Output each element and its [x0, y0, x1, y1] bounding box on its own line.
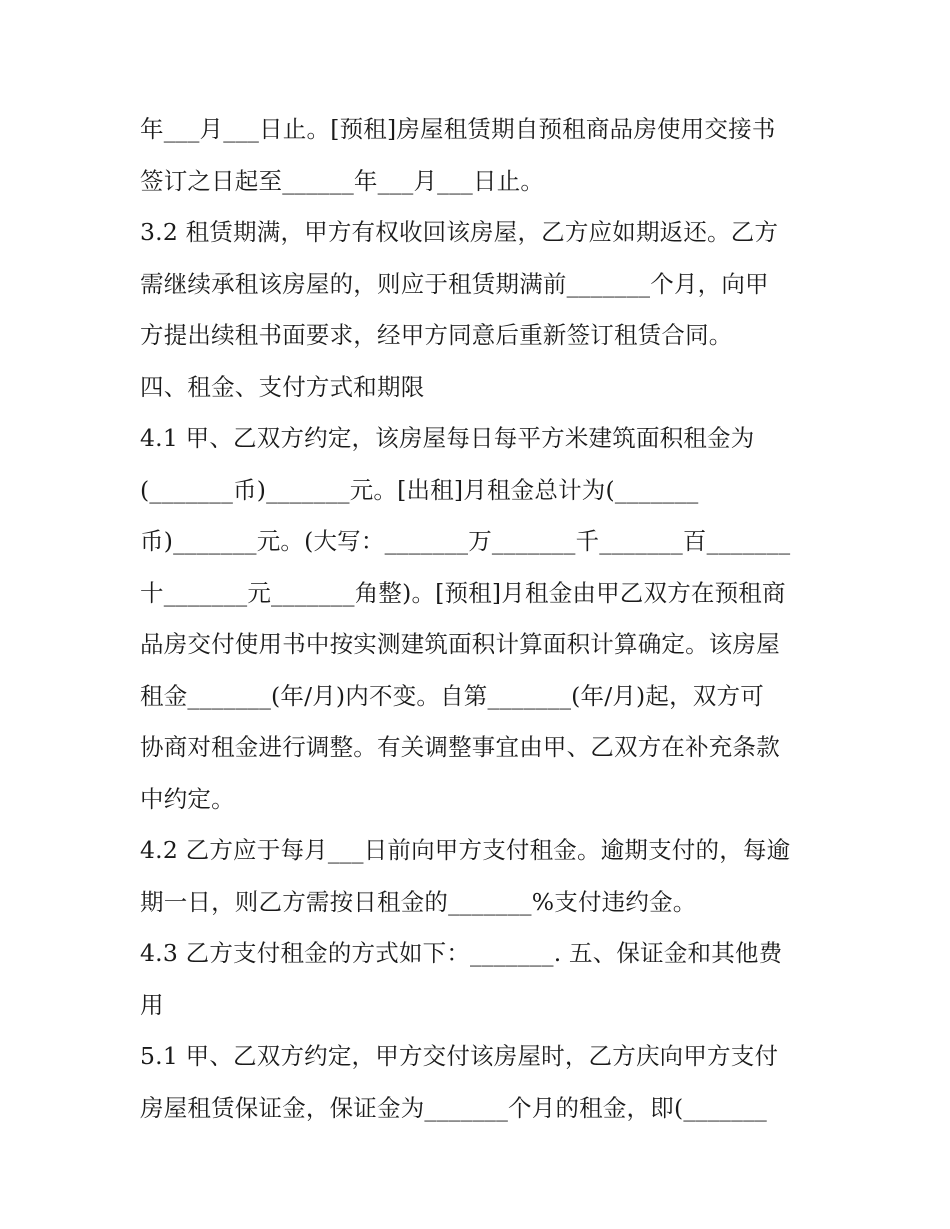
contract-text-body: [140, 104, 830, 1134]
text-line: 签订之日起至______年___月___日止。: [140, 166, 545, 195]
text-line: 房屋租赁保证金，保证金为_______个月的租金，即(_______: [140, 1093, 767, 1122]
text-line: 十_______元_______角整)。[预租]月租金由甲乙双方在预租商: [140, 578, 786, 607]
text-line: 需继续承租该房屋的，则应于租赁期满前_______个月，向甲: [140, 269, 769, 298]
clause-4-3-line: 4.3 乙方支付租金的方式如下：_______. 五、保证金和其他费: [140, 939, 783, 967]
text-line: 年___月___日止。[预租]房屋租赁期自预租商品房使用交接书: [140, 115, 776, 143]
text-line: 方提出续租书面要求，经甲方同意后重新签订租赁合同。: [140, 321, 733, 349]
text-line: 期一日，则乙方需按日租金的_______%支付违约金。: [140, 887, 697, 916]
clause-3-2-line: 3.2 租赁期满，甲方有权收回该房屋，乙方应如期返还。乙方: [140, 218, 779, 246]
text-line: 中约定。: [140, 784, 235, 813]
text-line: (_______币)_______元。[出租]月租金总计为(_______: [140, 475, 699, 504]
section-heading-rent: 四、租金、支付方式和期限: [140, 372, 425, 401]
text-line: 用: [140, 990, 164, 1019]
clause-4-2-line: 4.2 乙方应于每月___日前向甲方支付租金。逾期支付的，每逾: [140, 836, 791, 864]
clause-5-1-line: 5.1 甲、乙双方约定，甲方交付该房屋时，乙方庆向甲方支付: [140, 1042, 779, 1070]
clause-4-1-line: 4.1 甲、乙双方约定，该房屋每日每平方米建筑面积租金为: [140, 424, 755, 452]
text-line: 币)_______元。(大写：_______万_______千_______百_______: [140, 527, 791, 555]
text-line: 协商对租金进行调整。有关调整事宜由甲、乙双方在补充条款: [140, 733, 780, 761]
text-line: 租金_______(年/月)内不变。自第_______(年/月)起，双方可: [140, 681, 764, 710]
text-line: 品房交付使用书中按实测建筑面积计算面积计算确定。该房屋: [140, 630, 780, 658]
